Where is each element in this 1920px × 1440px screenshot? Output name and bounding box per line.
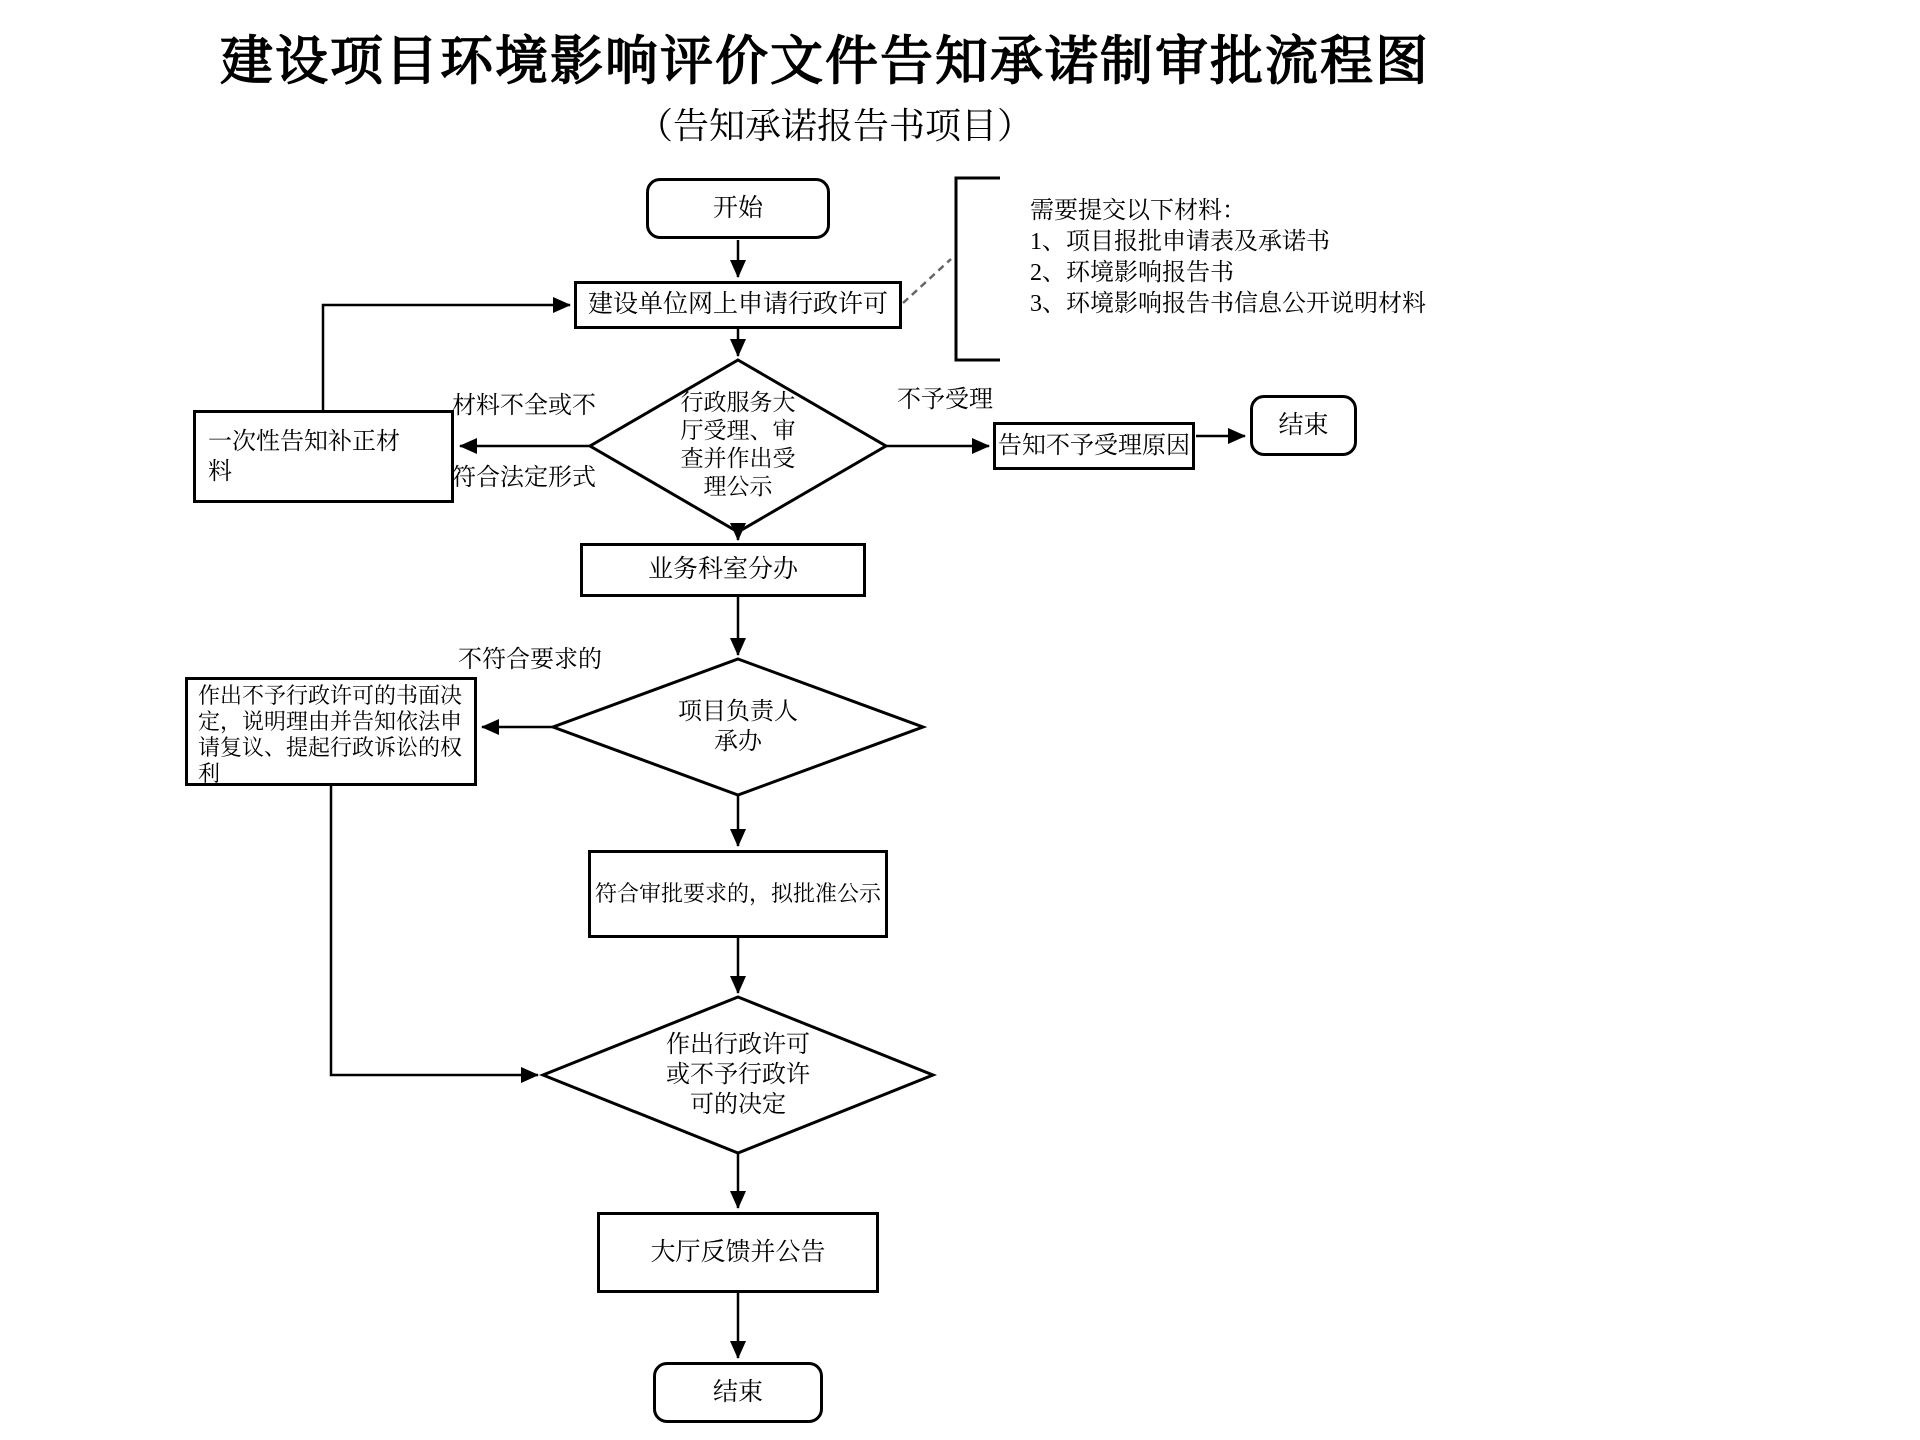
node-one-time-supplement-label: 一次性告知补正材料 xyxy=(208,428,400,485)
node-end-top: 结束 xyxy=(1250,395,1357,456)
node-approval-publicity: 符合审批要求的，拟批准公示 xyxy=(588,850,888,938)
page-subtitle: （告知承诺报告书项目） xyxy=(636,106,1033,146)
edge-label-not-accepted: 不予受理 xyxy=(897,387,993,413)
note-line-2: 2、环境影响报告书 xyxy=(1030,260,1234,286)
node-reject-reason: 告知不予受理原因 xyxy=(993,422,1195,470)
decision-review-label: 行政服务大厅受理、审查并作出受理公示 xyxy=(680,390,796,499)
note-line-title: 需要提交以下材料： xyxy=(1030,198,1246,224)
decision-final-label: 作出行政许可或不予行政许可的决定 xyxy=(666,1032,810,1118)
note-bracket xyxy=(956,178,1000,360)
arrow-written-decision-to-final-decision xyxy=(331,786,538,1075)
node-one-time-supplement xyxy=(193,410,454,503)
node-start: 开始 xyxy=(646,178,830,239)
note-line-3: 3、环境影响报告书信息公开说明材料 xyxy=(1030,291,1426,317)
node-written-decision-label: 作出不予行政许可的书面决定，说明理由并告知依法申请复议、提起行政诉讼的权利 xyxy=(198,683,463,786)
node-dispatch: 业务科室分办 xyxy=(580,543,866,597)
edge-label-incomplete-top: 材料不全或不 xyxy=(452,393,596,419)
node-apply-online: 建设单位网上申请行政许可 xyxy=(574,281,902,329)
edge-label-noncompliant: 不符合要求的 xyxy=(458,647,602,673)
materials-note xyxy=(1030,196,1610,320)
note-dashed-link xyxy=(903,259,951,303)
page-title: 建设项目环境影响评价文件告知承诺制审批流程图 xyxy=(220,33,1430,91)
edge-label-incomplete-bottom: 符合法定形式 xyxy=(452,465,596,491)
node-written-decision xyxy=(185,677,477,786)
decision-lead-label: 项目负责人承办 xyxy=(678,699,798,755)
node-hall-feedback: 大厅反馈并公告 xyxy=(597,1212,879,1293)
note-line-1: 1、项目报批申请表及承诺书 xyxy=(1030,229,1330,255)
node-end-bottom: 结束 xyxy=(653,1362,823,1423)
